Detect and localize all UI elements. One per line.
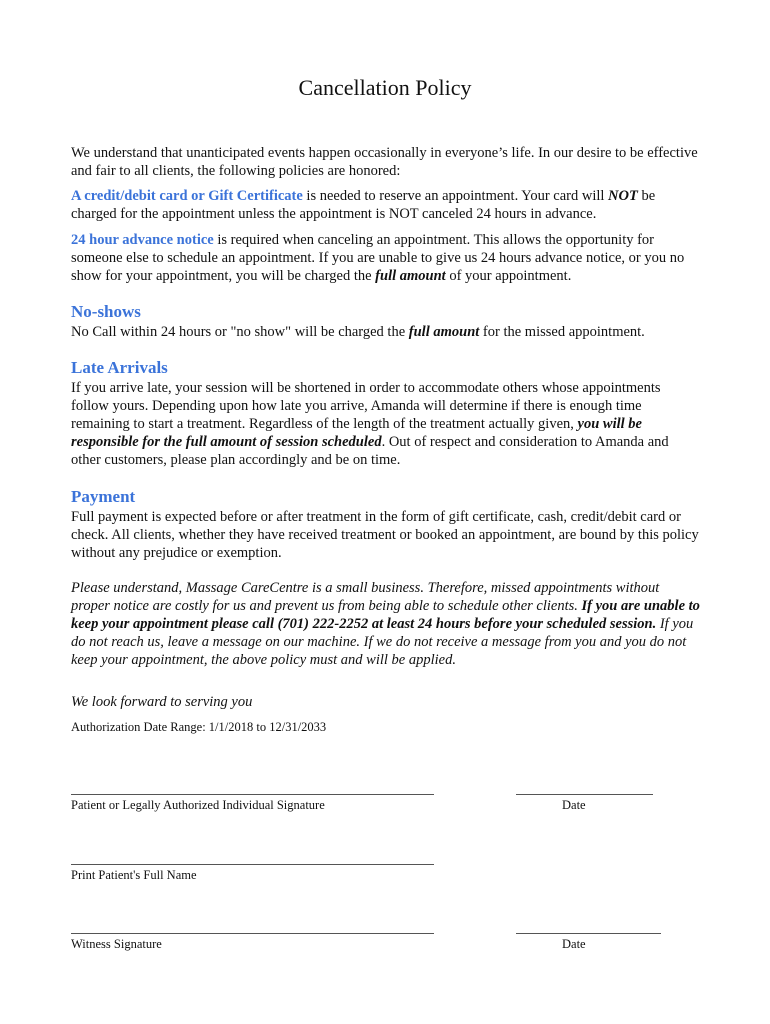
advance-notice-paragraph (71, 231, 701, 285)
card-policy-not: NOT (608, 188, 638, 204)
card-policy-text-1: is needed to reserve an appointment. Your card will (302, 188, 609, 204)
late-arrivals-heading: Late Arrivals (71, 358, 168, 377)
late-arrivals-emphasis: you will be responsible for the full amount of session scheduled (71, 416, 642, 450)
advance-notice-highlight: 24 hour advance notice (71, 232, 214, 248)
patient-signature-label: Patient or Legally Authorized Individual Signature (71, 798, 325, 812)
notice-text-2: If you do not reach us, leave a message on our machine. If we do not receive a message from you and you do not keep your appointment, the above policy must and will be applied. (71, 616, 694, 668)
noshows-text-1: No Call within 24 hours or "no show" will be charged the (71, 324, 409, 340)
witness-signature-line[interactable] (71, 933, 434, 934)
print-name-line[interactable] (71, 864, 434, 865)
noshows-heading: No-shows (71, 302, 141, 321)
intro-paragraph: We understand that unanticipated events happen occasionally in everyone’s life. In our desire to be effective and fair to all clients, the following policies are honored: (71, 145, 698, 179)
advance-notice-full-amount: full amount (375, 268, 446, 284)
card-policy-text-2: be charged for the appointment unless the appointment is NOT canceled 24 hours in advance. (71, 188, 656, 222)
noshows-full-amount: full amount (408, 324, 480, 340)
notice-text-1: Please understand, Massage CareCentre is a small business. Therefore, missed appointments without proper notice are costly for us and prevent us from being able to schedule other clients. (71, 580, 660, 614)
closing-line: We look forward to serving you (71, 694, 253, 710)
payment-heading: Payment (71, 487, 136, 506)
page-title: Cancellation Policy (298, 75, 472, 100)
noshows-text-2: for the missed appointment. (479, 324, 645, 340)
authorization-date-range: Authorization Date Range: 1/1/2018 to 12/31/2033 (71, 720, 327, 734)
patient-date-label: Date (562, 798, 586, 812)
noshows-paragraph (71, 323, 701, 341)
witness-signature-label: Witness Signature (71, 937, 162, 951)
patient-date-line[interactable] (516, 794, 653, 795)
payment-paragraph: Full payment is expected before or after treatment in the form of gift certificate, cash, credit/debit card or check. All clients, whether they have received treatment or booked an appointment, are bound by this policy without any prejudice or exemption. (71, 509, 699, 561)
advance-notice-text-2: of your appointment. (445, 268, 572, 284)
card-policy-highlight: A credit/debit card or Gift Certificate (71, 188, 303, 204)
late-arrivals-paragraph (71, 379, 701, 469)
witness-date-line[interactable] (516, 933, 661, 934)
card-policy-paragraph (71, 187, 701, 223)
late-arrivals-text-2: . Out of respect and consideration to Amanda and other customers, please plan accordingly and be on time. (71, 434, 669, 468)
print-name-label: Print Patient's Full Name (71, 868, 197, 882)
notice-paragraph (71, 579, 701, 669)
notice-emphasis: If you are unable to keep your appointment please call (701) 222-2252 at least 24 hours before your scheduled session. (71, 598, 700, 632)
witness-date-label: Date (562, 937, 586, 951)
late-arrivals-text-1: If you arrive late, your session will be shortened in order to accommodate others whose appointments follow yours. Depending upon how late you arrive, Amanda will determine if there is enough time remaining to start a treatment. Regardless of the length of the treatment actually given, (71, 380, 661, 432)
advance-notice-text-1: is required when canceling an appointment. This allows the opportunity for someone else to schedule an appointment. If you are unable to give us 24 hours advance notice, or you no show for your appointment, you will be charged the (71, 232, 685, 284)
patient-signature-line[interactable] (71, 794, 434, 795)
